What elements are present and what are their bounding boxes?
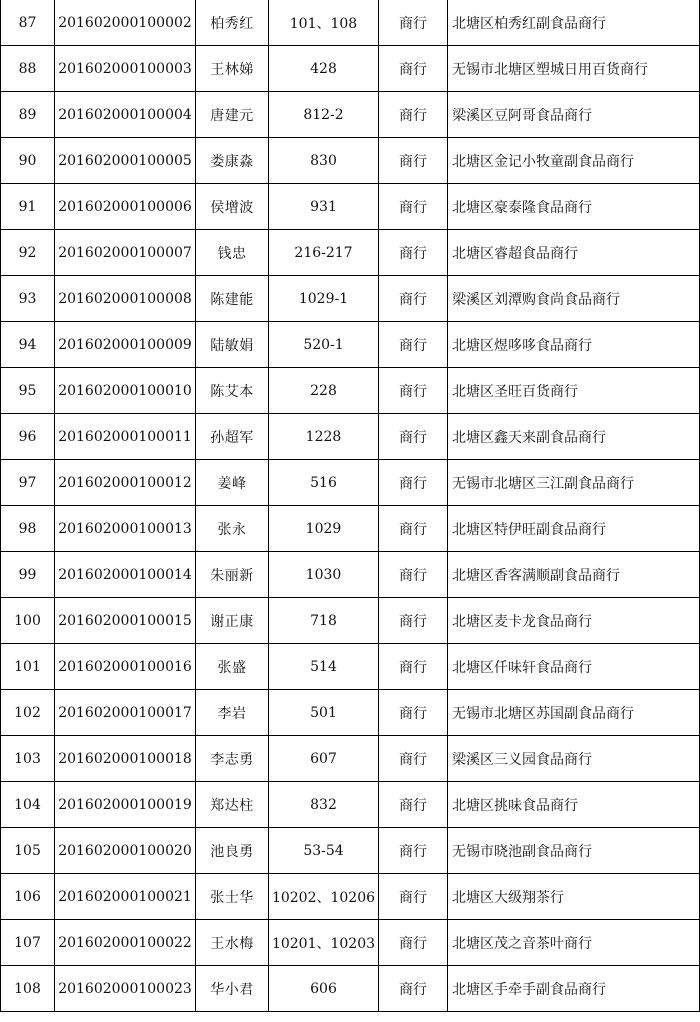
license-number-cell: 201602000100012 [55,460,196,506]
owner-name-cell: 朱丽新 [196,552,269,598]
business-type-cell: 商行 [379,874,448,920]
row-number-cell: 104 [1,782,55,828]
row-number-cell: 99 [1,552,55,598]
business-name-cell: 无锡市晓池副食品商行 [448,828,700,874]
owner-name-cell: 陈建能 [196,276,269,322]
business-type-cell: 商行 [379,690,448,736]
license-number-cell: 201602000100004 [55,92,196,138]
business-name-cell: 北塘区圣旺百货商行 [448,368,700,414]
stall-number-cell: 718 [269,598,379,644]
license-number-cell: 201602000100020 [55,828,196,874]
owner-name-cell: 李志勇 [196,736,269,782]
owner-name-cell: 娄康淼 [196,138,269,184]
owner-name-cell: 侯增波 [196,184,269,230]
stall-number-cell: 1030 [269,552,379,598]
owner-name-cell: 华小君 [196,966,269,1012]
stall-number-cell: 1228 [269,414,379,460]
row-number-cell: 91 [1,184,55,230]
business-name-cell: 北塘区煜哆哆食品商行 [448,322,700,368]
owner-name-cell: 陆敏娟 [196,322,269,368]
license-number-cell: 201602000100019 [55,782,196,828]
business-name-cell: 北塘区睿超食品商行 [448,230,700,276]
table-row [1,828,700,874]
license-number-cell: 201602000100010 [55,368,196,414]
license-number-cell: 201602000100003 [55,46,196,92]
row-number-cell: 89 [1,92,55,138]
license-number-cell: 201602000100007 [55,230,196,276]
business-name-cell: 北塘区金记小牧童副食品商行 [448,138,700,184]
business-name-cell: 无锡市北塘区三江副食品商行 [448,460,700,506]
row-number-cell: 92 [1,230,55,276]
license-number-cell: 201602000100006 [55,184,196,230]
license-number-cell: 201602000100016 [55,644,196,690]
business-type-cell: 商行 [379,184,448,230]
license-number-cell: 201602000100002 [55,0,196,46]
license-number-cell: 201602000100011 [55,414,196,460]
owner-name-cell: 谢正康 [196,598,269,644]
row-number-cell: 87 [1,0,55,46]
table-row [1,874,700,920]
stall-number-cell: 10202、10206 [269,874,379,920]
business-type-cell: 商行 [379,322,448,368]
owner-name-cell: 王林娣 [196,46,269,92]
table-row [1,552,700,598]
table-row [1,736,700,782]
stall-number-cell: 1029-1 [269,276,379,322]
business-type-cell: 商行 [379,368,448,414]
business-type-cell: 商行 [379,276,448,322]
table-row [1,46,700,92]
business-type-cell: 商行 [379,966,448,1012]
license-number-cell: 201602000100008 [55,276,196,322]
stall-number-cell: 830 [269,138,379,184]
owner-name-cell: 张盛 [196,644,269,690]
table-row [1,184,700,230]
registry-table-body [1,0,700,1012]
table-row [1,644,700,690]
stall-number-cell: 428 [269,46,379,92]
license-number-cell: 201602000100022 [55,920,196,966]
row-number-cell: 95 [1,368,55,414]
business-type-cell: 商行 [379,598,448,644]
stall-number-cell: 516 [269,460,379,506]
license-number-cell: 201602000100017 [55,690,196,736]
stall-number-cell: 520-1 [269,322,379,368]
business-type-cell: 商行 [379,506,448,552]
table-row [1,276,700,322]
license-number-cell: 201602000100018 [55,736,196,782]
business-name-cell: 北塘区香客满顺副食品商行 [448,552,700,598]
row-number-cell: 97 [1,460,55,506]
owner-name-cell: 陈艾本 [196,368,269,414]
table-row [1,598,700,644]
owner-name-cell: 姜峰 [196,460,269,506]
row-number-cell: 96 [1,414,55,460]
table-row [1,506,700,552]
row-number-cell: 108 [1,966,55,1012]
business-type-cell: 商行 [379,782,448,828]
license-number-cell: 201602000100009 [55,322,196,368]
business-type-cell: 商行 [379,138,448,184]
row-number-cell: 88 [1,46,55,92]
row-number-cell: 98 [1,506,55,552]
business-type-cell: 商行 [379,460,448,506]
license-number-cell: 201602000100021 [55,874,196,920]
table-row [1,0,700,46]
row-number-cell: 100 [1,598,55,644]
table-row [1,782,700,828]
business-name-cell: 梁溪区三义园食品商行 [448,736,700,782]
stall-number-cell: 931 [269,184,379,230]
stall-number-cell: 216-217 [269,230,379,276]
row-number-cell: 90 [1,138,55,184]
table-row [1,368,700,414]
row-number-cell: 102 [1,690,55,736]
owner-name-cell: 柏秀红 [196,0,269,46]
business-name-cell: 北塘区茂之音茶叶商行 [448,920,700,966]
stall-number-cell: 832 [269,782,379,828]
stall-number-cell: 1029 [269,506,379,552]
table-row [1,138,700,184]
business-type-cell: 商行 [379,414,448,460]
stall-number-cell: 514 [269,644,379,690]
table-row [1,966,700,1012]
table-row [1,322,700,368]
business-name-cell: 北塘区仟味轩食品商行 [448,644,700,690]
row-number-cell: 103 [1,736,55,782]
stall-number-cell: 228 [269,368,379,414]
business-name-cell: 北塘区鑫天来副食品商行 [448,414,700,460]
license-number-cell: 201602000100023 [55,966,196,1012]
row-number-cell: 94 [1,322,55,368]
owner-name-cell: 钱忠 [196,230,269,276]
business-name-cell: 北塘区挑味食品商行 [448,782,700,828]
license-number-cell: 201602000100014 [55,552,196,598]
stall-number-cell: 10201、10203 [269,920,379,966]
business-type-cell: 商行 [379,230,448,276]
business-name-cell: 北塘区豪泰隆食品商行 [448,184,700,230]
business-type-cell: 商行 [379,0,448,46]
owner-name-cell: 孙超军 [196,414,269,460]
stall-number-cell: 607 [269,736,379,782]
business-name-cell: 无锡市北塘区苏国副食品商行 [448,690,700,736]
row-number-cell: 106 [1,874,55,920]
table-row [1,230,700,276]
business-name-cell: 北塘区特伊旺副食品商行 [448,506,700,552]
business-type-cell: 商行 [379,46,448,92]
table-row [1,920,700,966]
business-name-cell: 北塘区大级翔茶行 [448,874,700,920]
business-type-cell: 商行 [379,828,448,874]
table-row [1,92,700,138]
table-row [1,690,700,736]
owner-name-cell: 郑达柱 [196,782,269,828]
row-number-cell: 93 [1,276,55,322]
owner-name-cell: 池良勇 [196,828,269,874]
owner-name-cell: 张永 [196,506,269,552]
business-name-cell: 梁溪区豆阿哥食品商行 [448,92,700,138]
business-name-cell: 北塘区柏秀红副食品商行 [448,0,700,46]
business-type-cell: 商行 [379,644,448,690]
business-type-cell: 商行 [379,92,448,138]
row-number-cell: 101 [1,644,55,690]
business-type-cell: 商行 [379,736,448,782]
business-name-cell: 北塘区麦卡龙食品商行 [448,598,700,644]
license-number-cell: 201602000100005 [55,138,196,184]
license-number-cell: 201602000100015 [55,598,196,644]
owner-name-cell: 李岩 [196,690,269,736]
business-type-cell: 商行 [379,552,448,598]
row-number-cell: 107 [1,920,55,966]
owner-name-cell: 王水梅 [196,920,269,966]
owner-name-cell: 唐建元 [196,92,269,138]
table-row [1,414,700,460]
business-name-cell: 北塘区手牵手副食品商行 [448,966,700,1012]
business-name-cell: 梁溪区刘潭购食尚食品商行 [448,276,700,322]
stall-number-cell: 101、108 [269,0,379,46]
table-row [1,460,700,506]
stall-number-cell: 53-54 [269,828,379,874]
row-number-cell: 105 [1,828,55,874]
stall-number-cell: 501 [269,690,379,736]
business-name-cell: 无锡市北塘区塑城日用百货商行 [448,46,700,92]
stall-number-cell: 606 [269,966,379,1012]
stall-number-cell: 812-2 [269,92,379,138]
license-number-cell: 201602000100013 [55,506,196,552]
owner-name-cell: 张士华 [196,874,269,920]
business-type-cell: 商行 [379,920,448,966]
